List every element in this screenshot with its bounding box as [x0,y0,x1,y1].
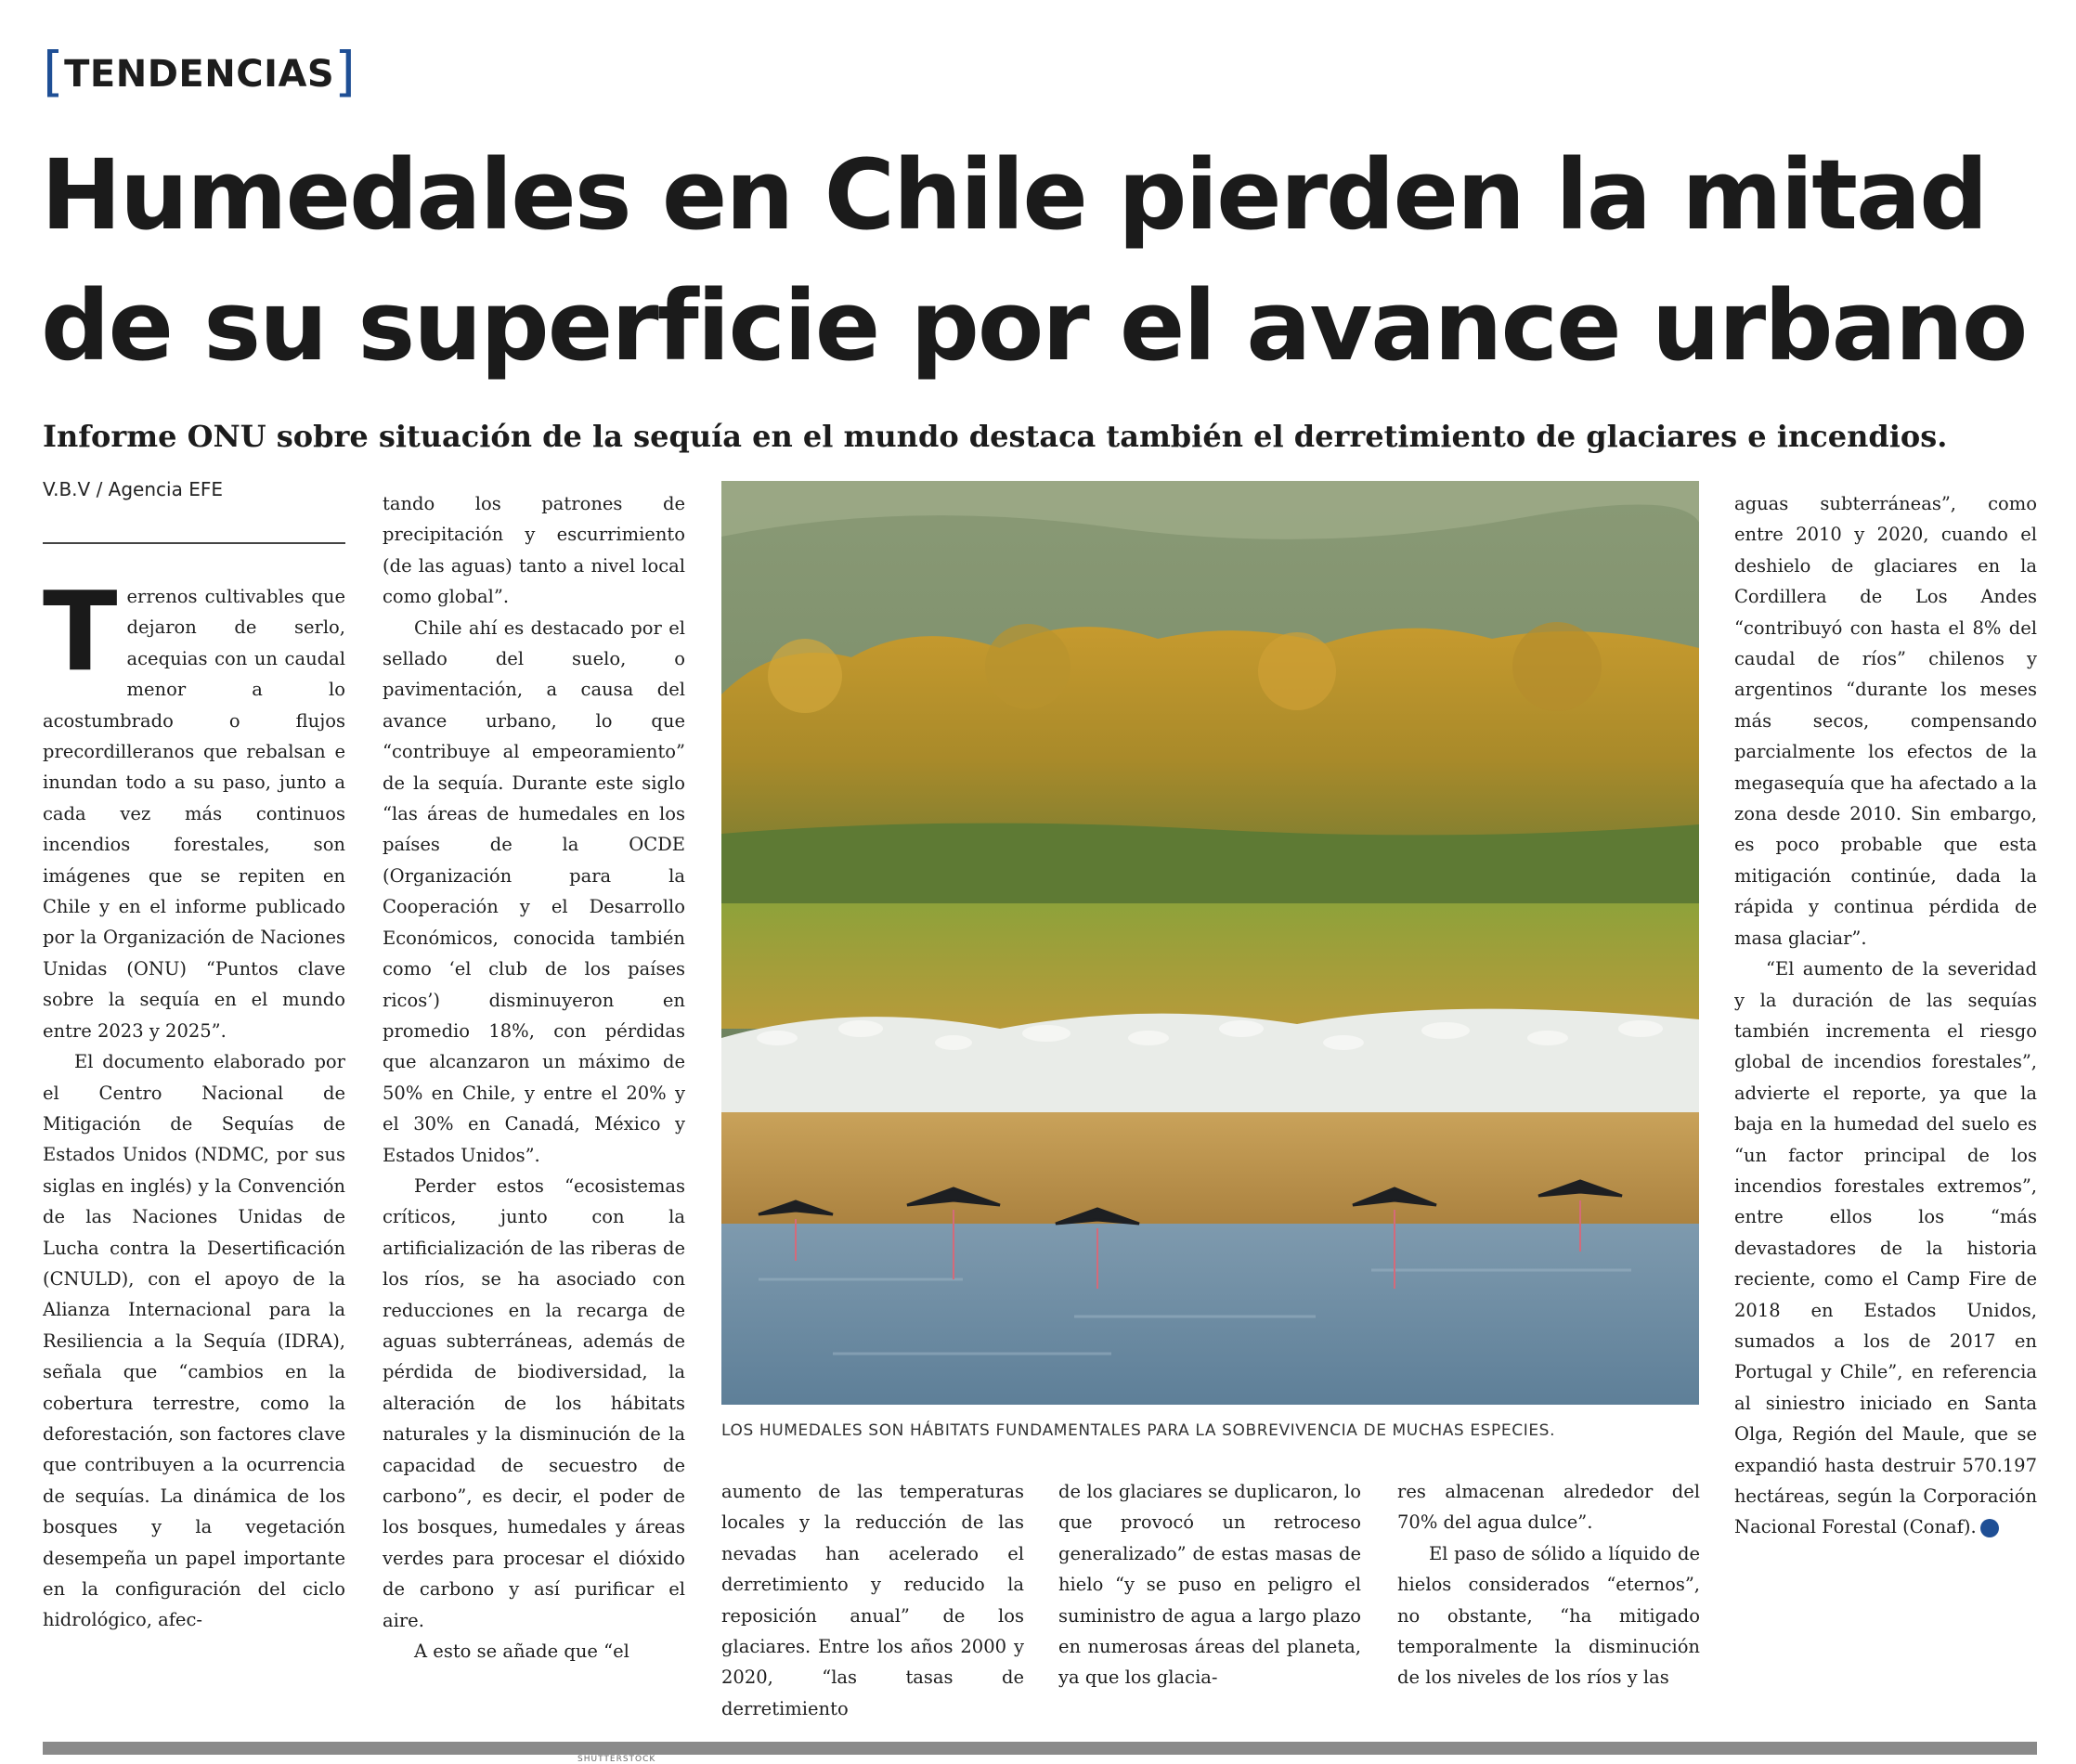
article-column-4 [1058,1476,1361,1732]
headline-line-2: de su superficie por el avance urbano [41,269,2027,383]
section-label: TENDENCIAS [64,53,335,96]
headline-line-1: Humedales en Chile pierden la mitad [41,138,1987,252]
article-paragraph: Chile ahí es destacado por el sellado del suelo, o pavimentación, a causa del avance urbano, lo que “contribuye al empeoramiento” de la sequía. Durante este siglo “las áreas de humedales en los países de la OCDE (Organización para la Cooperación y el Desarrollo Económicos, conocida también como ‘el club de los países ricos’) disminuyeron en promedio 18%, con pérdidas que alcanzaron un máximo de 50% en Chile, y entre el 20% y el 30% en Canadá, México y Estados Unidos”. [383,616,685,1166]
article-paragraph: de los glaciares se duplicaron, lo que provocó un retroceso generalizado” de estas masas de hielo “y se puso en peligro el suministro de agua a largo plazo en numerosas áreas del planeta, ya que los glacia- [1058,1481,1361,1689]
article-paragraph: El documento elaborado por el Centro Nacional de Mitigación de Sequías de Estados Unidos (NDMC, por sus siglas en inglés) y la Convención de las Naciones Unidas de Lucha contra la Desertificación (CNULD), con el apoyo de la Alianza Internacional para la Resiliencia a la Sequía (IDRA), señala que “cambios en la cobertura terrestre, como la deforestación, son factores clave que contribuyen a la ocurrencia de sequías. La dinámica de los bosques y la vegetación desempeña un papel importante en la configuración del ciclo hidrológico, afec- [43,1051,345,1631]
article-paragraph: “El aumento de la severidad y la duración de las sequías también incrementa el riesgo global de incendios forestales”, advierte el reporte, ya que la baja en la humedad del suelo es “un factor principal de los incendios forestales extremos”, entre ellos los “más devastadores de la historia reciente, como el Camp Fire de 2018 en Estados Unidos, sumados a los de 2017 en Portugal y Chile”, en referencia al siniestro iniciado en Santa Olga, Región del Maule, que se expandió hasta destruir 570.197 hectáreas, según la Corporación Nacional Forestal (Conaf). ✪ [1734,958,2037,1538]
photo-credit: SHUTTERSTOCK [577,1755,656,1764]
article-column-2 [383,488,685,1732]
article-column-6 [1734,488,2037,1732]
bracket-open: [ [43,40,65,103]
article-paragraph: Terrenos cultivables que dejaron de serlo, acequias con un caudal menor a lo acostumbrado o flujos precordilleranos que rebalsan e inundan todo a su paso, junto a cada vez más continuos incendios forestales, son imágenes que se repiten en Chile y en el informe publicado por la Organización de Naciones Unidas (ONU) “Puntos clave sobre la sequía en el mundo entre 2023 y 2025”. [43,581,345,1042]
article-paragraph: res almacenan alrededor del 70% del agua dulce”. [1397,1481,1700,1534]
wetland-photo [721,481,1699,1405]
photo-caption: LOS HUMEDALES SON HÁBITATS FUNDAMENTALES PARA LA SOBREVIVENCIA DE MUCHAS ESPECIES. [721,1421,1556,1440]
article-column-3 [721,1476,1024,1732]
article-paragraph: El paso de sólido a líquido de hielos considerados “eternos”, no obstante, “ha mitigado temporalmente la disminución de los niveles de los ríos y las [1397,1542,1700,1689]
wetland-photo-illustration [721,481,1699,1405]
end-mark-icon: ✪ [1980,1519,1999,1537]
byline-rule [43,542,345,544]
article-paragraph: tando los patrones de precipitación y escurrimiento (de las aguas) tanto a nivel local como global”. [383,493,685,608]
byline: V.B.V / Agencia EFE [43,478,223,500]
article-paragraph: A esto se añade que “el [414,1641,629,1663]
article-column-5 [1397,1476,1700,1732]
drop-cap: T [43,581,118,695]
section-tag [43,41,356,105]
headline [41,130,2046,392]
article-paragraph: aumento de las temperaturas locales y la reducción de las nevadas han acelerado el derretimiento y reducido la reposición anual” de los glaciares. Entre los años 2000 y 2020, “las tasas de derretimiento [721,1481,1024,1719]
article-paragraph: aguas subterráneas”, como entre 2010 y 2020, cuando el deshielo de glaciares en la Cordillera de Los Andes “contribuyó con hasta el 8% del caudal de ríos” chilenos y argentinos “durante los meses más secos, compensando parcialmente los efectos de la megasequía que ha afectado a la zona desde 2010. Sin embargo, es poco probable que esta mitigación continúe, dada la rápida y continua pérdida de masa glaciar”. [1734,493,2037,949]
bottom-rule [43,1742,2037,1755]
article-paragraph: Perder estos “ecosistemas críticos, junto con la artificialización de las riberas de los ríos, se ha asociado con reducciones en la recarga de aguas subterráneas, además de pérdida de biodiversidad, la alteración de los hábitats naturales y la disminución de la capacidad de secuestro de carbono”, es decir, el poder de los bosques, humedales y áreas verdes para procesar el dióxido de carbono y así purificar el aire. [383,1174,685,1631]
subtitle: Informe ONU sobre situación de la sequía en el mundo destaca también el derretimiento de glaciares e incendios. [43,419,1948,454]
article-column-1 [43,581,345,1732]
bracket-close: ] [334,40,357,103]
